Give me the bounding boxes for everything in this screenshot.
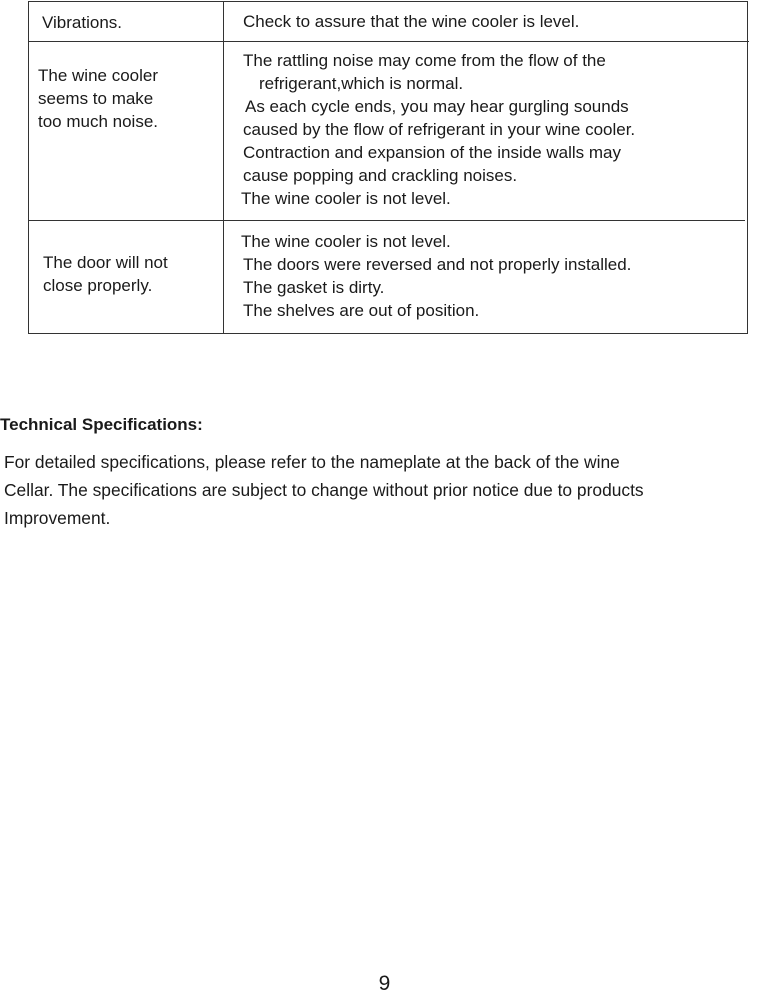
issue-text: The wine cooler — [38, 66, 159, 85]
paragraph-line: For detailed specifications, please refer to the nameplate at the back of the wine — [4, 452, 620, 472]
solution-text: caused by the flow of refrigerant in your wine cooler. — [243, 119, 636, 139]
solution-cell-door — [241, 231, 631, 323]
solution-cell-vibrations — [243, 11, 579, 34]
issue-cell-noise — [38, 65, 158, 134]
solution-text: Check to assure that the wine cooler is level. — [243, 12, 580, 31]
row-divider — [29, 220, 745, 221]
column-divider — [223, 2, 224, 333]
issue-text: too much noise. — [38, 111, 159, 131]
solution-text: cause popping and crackling noises. — [243, 165, 518, 185]
section-heading-specifications: Technical Specifications: — [0, 415, 203, 434]
solution-text: The gasket is dirty. — [243, 277, 385, 297]
issue-cell-door — [43, 252, 168, 298]
solution-text: Contraction and expansion of the inside walls may — [243, 142, 621, 162]
solution-text: The wine cooler is not level. — [241, 232, 451, 251]
page-number: 9 — [378, 972, 391, 995]
row-divider — [29, 41, 749, 42]
solution-text: As each cycle ends, you may hear gurgling sounds — [245, 96, 629, 116]
solution-text: The rattling noise may come from the flow of the — [243, 51, 606, 70]
issue-text: The door will not — [43, 253, 168, 272]
issue-text: close properly. — [43, 275, 153, 295]
solution-cell-noise — [241, 50, 635, 211]
paragraph-line: Improvement. — [4, 508, 111, 528]
troubleshooting-table — [28, 1, 748, 334]
specifications-paragraph — [4, 448, 644, 532]
issue-text: Vibrations. — [42, 13, 123, 32]
solution-text: The shelves are out of position. — [243, 300, 480, 320]
solution-text: The wine cooler is not level. — [241, 188, 451, 208]
issue-text: seems to make — [38, 88, 154, 108]
paragraph-line: Cellar. The specifications are subject to change without prior notice due to products — [4, 480, 644, 500]
issue-cell-vibrations — [42, 12, 122, 35]
solution-text: refrigerant,which is normal. — [259, 73, 464, 93]
solution-text: The doors were reversed and not properly installed. — [243, 254, 632, 274]
